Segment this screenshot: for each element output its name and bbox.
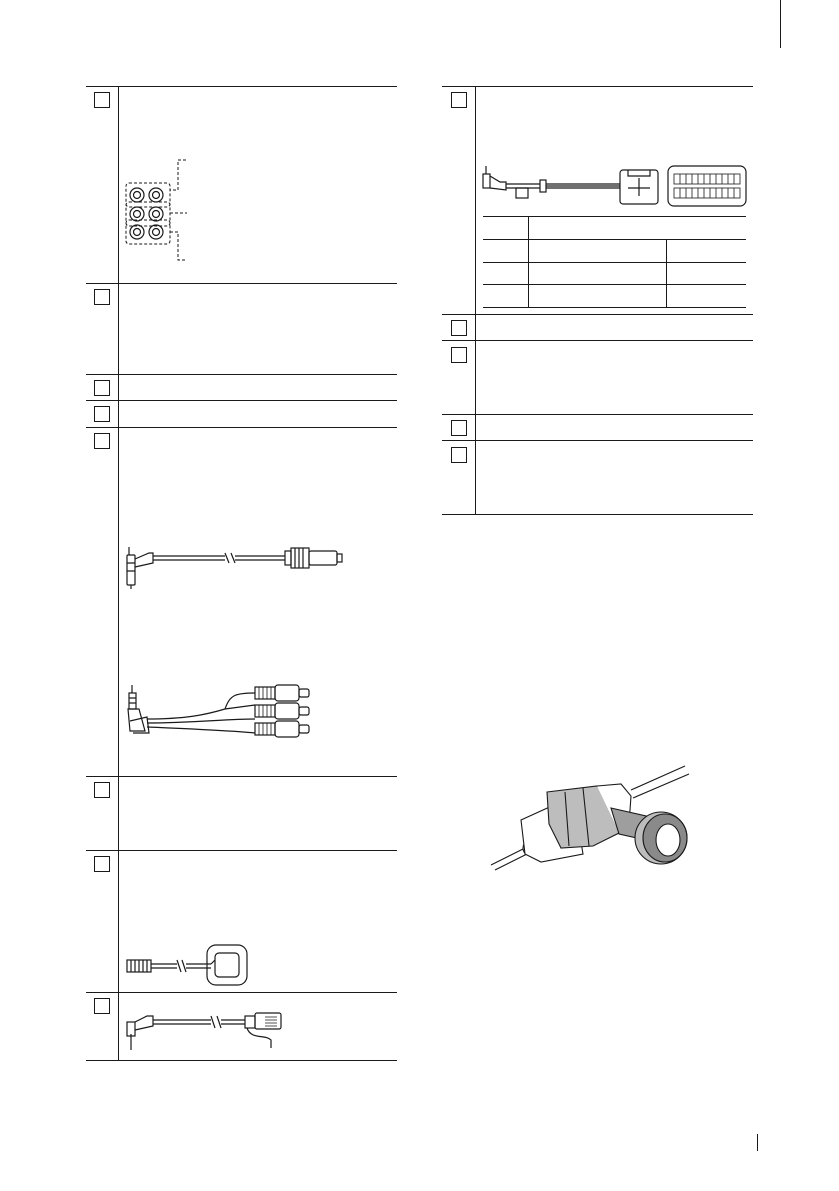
row-line	[86, 776, 397, 777]
item-number-box	[94, 380, 110, 396]
row-line	[442, 314, 753, 315]
row-line	[86, 850, 397, 851]
right-table-divider	[475, 86, 476, 514]
row-line	[442, 414, 753, 415]
row-line	[86, 283, 397, 284]
row-line	[86, 374, 397, 375]
mini-plug-cable-icon	[125, 545, 350, 590]
rca-jack-panel-icon	[120, 155, 200, 265]
steering-adapter-cable-icon	[480, 160, 750, 210]
row-line	[86, 86, 397, 87]
row-line	[86, 1060, 397, 1061]
item-number-box	[451, 347, 467, 363]
item-number-box	[94, 92, 110, 108]
item-number-box	[451, 320, 467, 336]
row-line	[86, 427, 397, 428]
table-line	[483, 284, 746, 285]
table-line	[528, 216, 529, 307]
row-line	[442, 86, 753, 87]
left-table-divider	[118, 86, 119, 1060]
taping-connector-icon	[485, 762, 695, 872]
table-line	[483, 239, 746, 240]
item-number-box	[94, 406, 110, 422]
gps-antenna-icon	[125, 943, 255, 988]
table-line	[666, 239, 667, 307]
table-line	[483, 307, 746, 308]
item-number-box	[451, 447, 467, 463]
item-number-box	[94, 433, 110, 449]
row-line	[86, 400, 397, 401]
page-number-separator	[757, 1134, 758, 1151]
mini-plug-to-rca-icon	[125, 683, 325, 743]
table-line	[483, 216, 746, 217]
item-number-box	[94, 856, 110, 872]
row-line	[442, 514, 753, 515]
item-number-box	[451, 92, 467, 108]
row-line	[86, 992, 397, 993]
item-number-box	[94, 289, 110, 305]
row-line	[442, 440, 753, 441]
microphone-cable-icon	[125, 1010, 295, 1055]
item-number-box	[94, 998, 110, 1014]
item-number-box	[94, 782, 110, 798]
crop-mark-icon	[780, 0, 781, 48]
item-number-box	[451, 420, 467, 436]
table-line	[483, 262, 746, 263]
row-line	[442, 340, 753, 341]
